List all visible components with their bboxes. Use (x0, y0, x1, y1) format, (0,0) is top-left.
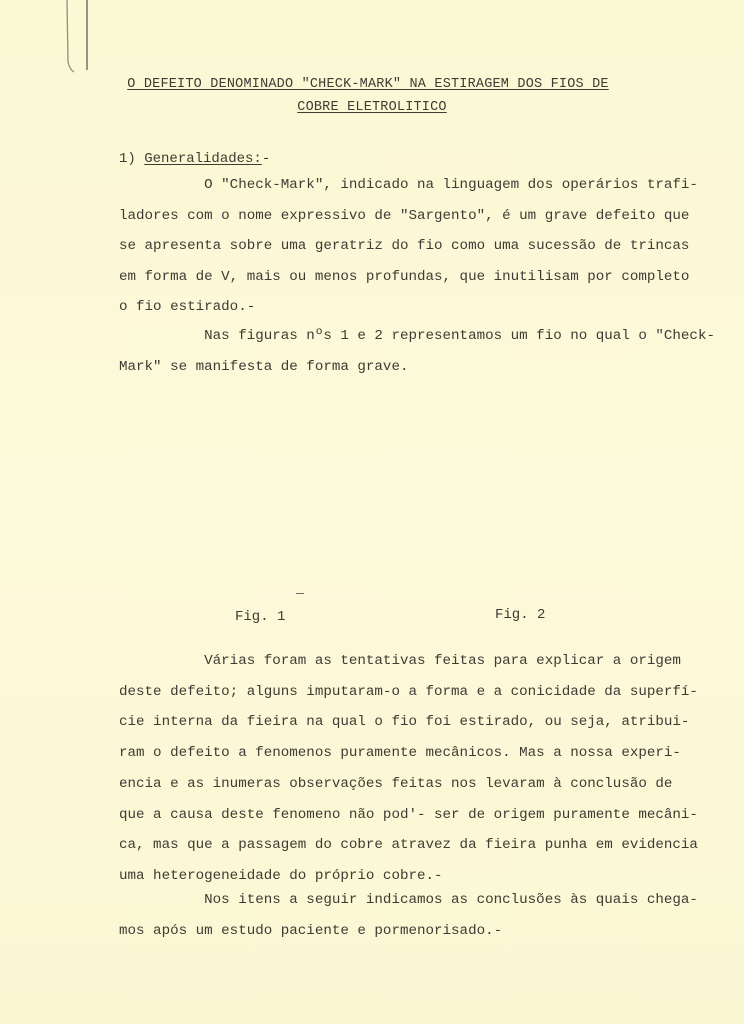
section-heading (119, 151, 270, 167)
figure-1-caption: Fig. 1 (235, 609, 286, 625)
document-title-line-2 (0, 100, 744, 115)
figure-2-caption: Fig. 2 (495, 607, 546, 623)
paragraph-conclusions-intro: Nos itens a seguir indicamos as conclusões às quais chega- mos após um estudo paciente e pormenorisado.- (119, 892, 698, 939)
document-title-line-1 (0, 77, 740, 92)
section-suffix: - (261, 151, 271, 167)
title-line-1-text: O DEFEITO DENOMINADO "CHECK-MARK" NA ESTIRAGEM DOS FIOS DE (127, 77, 609, 92)
section-number: 1) (119, 151, 145, 167)
title-line-2-text: COBRE ELETROLITICO (297, 100, 447, 115)
paragraph-intro: O "Check-Mark", indicado na linguagem dos operários trafi- ladores com o nome expressivo de "Sargento", é um grave defeito que se apresenta sobre uma geratriz do fio como uma sucessão de trincas em forma de V, mais ou menos profundas, que inutilisam por completo o fio estirado.- (119, 177, 698, 315)
section-title: Generalidades: (144, 151, 262, 167)
staple-mark-icon (62, 0, 92, 76)
paragraph-origin-attempts: Várias foram as tentativas feitas para explicar a origem deste defeito; alguns imputaram-o a forma e a conicidade da superfí- cie interna da fieira na qual o fio foi estirado, ou seja, atribui- ram o defeito a fenomenos puramente mecânicos. Mas a nossa experi- encia e as inumeras observações feitas nos levaram à conclusão de que a causa deste fenomeno não pod'- ser de origem puramente mecâni- ca, mas que a passagem do cobre atravez da fieira punha em evidencia uma heterogeneidade do próprio cobre.- (119, 653, 698, 884)
dash-mark (296, 593, 304, 594)
paragraph-figures-reference: Nas figuras nºs 1 e 2 representamos um fio no qual o "Check- Mark" se manifesta de forma grave. (119, 328, 715, 375)
